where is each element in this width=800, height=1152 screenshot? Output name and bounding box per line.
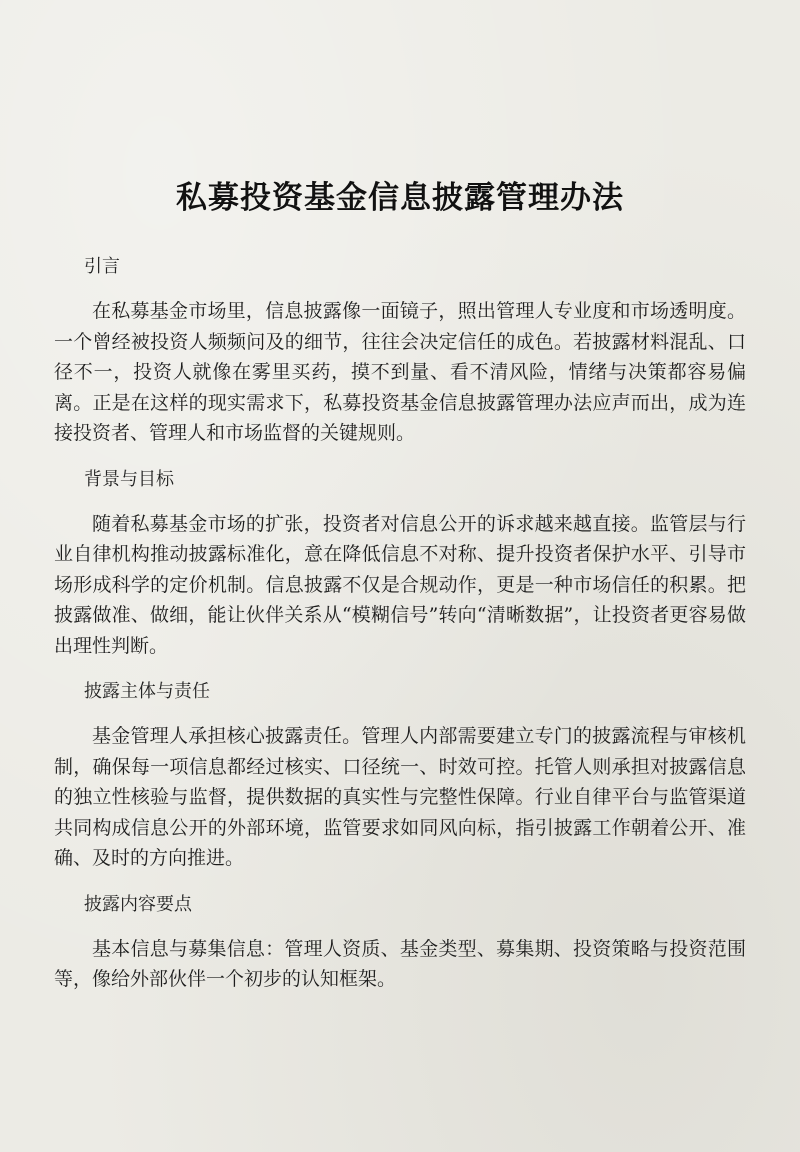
- document-title: 私募投资基金信息披露管理办法: [176, 180, 624, 216]
- section-paragraph: 基金管理人承担核心披露责任。管理人内部需要建立专门的披露流程与审核机制，确保每一项信息都经过核实、口径统一、时效可控。托管人则承担对披露信息的独立性核验与监督，提供数据的真实性与完整性保障。行业自律平台与监管渠道共同构成信息公开的外部环境，监管要求如同风向标，指引披露工作朝着公开、准确、及时的方向推进。: [54, 725, 746, 869]
- section-intro: [54, 252, 746, 449]
- section-background-goals: [54, 465, 746, 662]
- section-heading: 披露主体与责任: [84, 681, 210, 702]
- section-paragraph: 在私募基金市场里，信息披露像一面镜子，照出管理人专业度和市场透明度。一个曾经被投资人频频问及的细节，往往会决定信任的成色。若披露材料混乱、口径不一，投资人就像在雾里买药，摸不到量、看不清风险，情绪与决策都容易偏离。正是在这样的现实需求下，私募投资基金信息披露管理办法应声而出，成为连接投资者、管理人和市场监督的关键规则。: [54, 300, 746, 444]
- section-paragraph: 基本信息与募集信息：管理人资质、基金类型、募集期、投资策略与投资范围等，像给外部伙伴一个初步的认知框架。: [54, 937, 746, 990]
- section-heading: 背景与目标: [84, 468, 174, 490]
- section-paragraph: 随着私募基金市场的扩张，投资者对信息公开的诉求越来越直接。监管层与行业自律机构推动披露标准化，意在降低信息不对称、提升投资者保护水平、引导市场形成科学的定价机制。信息披露不仅是合规动作，更是一种市场信任的积累。把披露做准、做细，能让伙伴关系从“模糊信号”转向“清晰数据”，让投资者更容易做出理性判断。: [54, 512, 746, 657]
- section-disclosure-responsibility: [54, 677, 746, 874]
- section-heading: 引言: [84, 256, 120, 277]
- section-disclosure-content: [54, 890, 746, 995]
- section-heading: 披露内容要点: [84, 893, 192, 915]
